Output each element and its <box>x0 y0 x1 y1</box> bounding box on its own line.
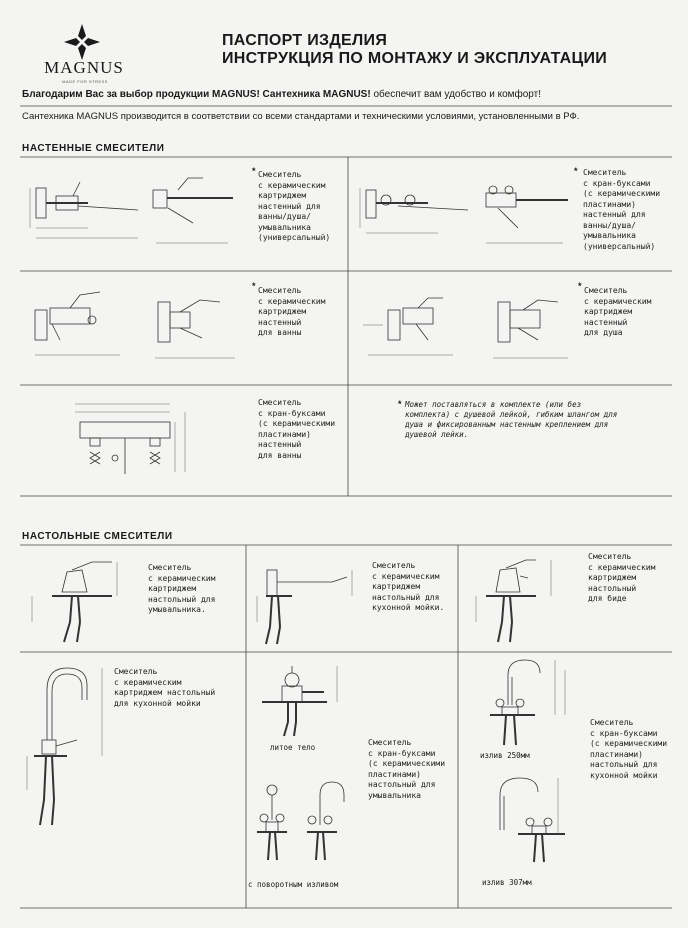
table-item5-description: Смеситель с кран-буксами (с керамическими пластинами) настольный для умывальника <box>368 738 446 800</box>
wall-mixers-heading: НАСТЕННЫЕ СМЕСИТЕЛИ <box>22 143 165 154</box>
table-item1-description: Смеситель с керамическим картриджем настольный для умывальника. <box>148 563 216 614</box>
swivel-spout-caption: с поворотным изливом <box>248 880 339 889</box>
wall-item1-description: Смеситель с керамическим картриджем настенный для ванны/душа/ умывальника (универсальный) <box>258 170 331 242</box>
wall-mixer-valves-drawing <box>358 168 573 263</box>
spout-307-caption: излив 307мм <box>482 878 532 887</box>
table-item2-description: Смеситель с керамическим картриджем настольный для кухонной мойки. <box>372 561 445 612</box>
wall-item5-description: Смеситель с кран-буксами (с керамическими пластинами) настенный для ванны <box>258 398 336 460</box>
spout-250-caption: излив 250мм <box>480 751 530 760</box>
wall-item2-star: * <box>574 166 578 176</box>
table-item6-description: Смеситель с кран-буксами (с керамическими пластинами) настольный для кухонной мойки <box>590 718 668 780</box>
basin-mixer-drawing <box>22 552 142 647</box>
thanks-rest-text: обеспечит вам удобство и комфорт! <box>373 89 541 100</box>
wall-footnote-star: * <box>398 399 402 409</box>
wall-mixer-universal-drawing <box>28 168 238 263</box>
swivel-spout-mixers-drawing <box>252 770 362 880</box>
wall-footnote: Может поставляться в комплекте (или без комплекта) с душевой лейкой, гибким шлангом для душа и фиксированным настенным креплением для душевой лейки. <box>405 400 618 439</box>
wall-item3-description: Смеситель с керамическим картриджем настенный для ванны <box>258 286 326 337</box>
wall-mixer-shower-drawing <box>358 280 573 370</box>
spout-250-mixer-drawing <box>470 655 580 755</box>
thanks-bold-text: Благодарим Вас за выбор продукции MAGNUS! Сантехника MAGNUS! <box>22 89 371 100</box>
brand-name: MAGNUS <box>44 58 124 77</box>
wall-item4-description: Смеситель с керамическим картриджем настенный для душа <box>584 286 652 337</box>
wall-item4-star: * <box>578 281 582 291</box>
cast-body-caption: литое тело <box>270 743 316 752</box>
wall-item3-star: * <box>252 281 256 291</box>
wall-item2-description: Смеситель с кран-буксами (с керамическими пластинами) настенный для ванны/душа/ умывальника (универсальный) <box>583 168 661 251</box>
table-item4-description: Смеситель с керамическим картриджем настольный для кухонной мойки <box>114 667 216 708</box>
kitchen-mixer-low-drawing <box>252 552 372 647</box>
spout-307-mixer-drawing <box>470 770 580 875</box>
document-title: ПАСПОРТ ИЗДЕЛИЯ <box>222 32 388 49</box>
document-subtitle: ИНСТРУКЦИЯ ПО МОНТАЖУ И ЭКСПЛУАТАЦИИ <box>222 50 608 67</box>
wall-mixer-bath-drawing <box>30 280 240 370</box>
bidet-mixer-drawing <box>466 552 586 647</box>
table-mixers-heading: НАСТОЛЬНЫЕ СМЕСИТЕЛИ <box>22 531 173 542</box>
standards-note: Сантехника MAGNUS производится в соответствии со всеми стандартами и техническими условиями, установленными в РФ. <box>22 111 580 122</box>
wall-mixer-valves-bath-drawing <box>60 392 210 487</box>
cast-body-mixer-drawing <box>252 660 347 740</box>
table-item3-description: Смеситель с керамическим картриджем настольный для биде <box>588 552 656 603</box>
brand-tagline: MADE FOR STRESS <box>62 79 108 84</box>
wall-item1-star: * <box>252 166 256 176</box>
